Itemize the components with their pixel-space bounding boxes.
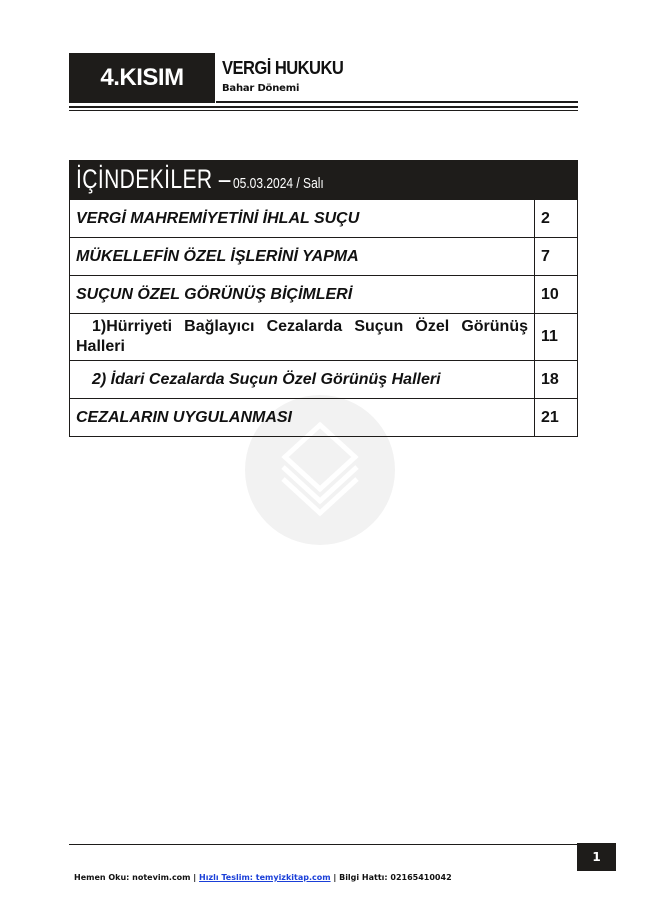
- toc-entry-page: 11: [535, 314, 578, 361]
- toc-entry-title[interactable]: SUÇUN ÖZEL GÖRÜNÜŞ BİÇİMLERİ: [70, 276, 535, 314]
- header-rule: [69, 106, 578, 108]
- footer-rule: [69, 844, 577, 845]
- toc-row[interactable]: [70, 361, 578, 399]
- toc-table: [69, 199, 578, 437]
- footer-separator: |: [330, 873, 340, 882]
- page-number-badge: [577, 843, 616, 871]
- section-label: 4.KISIM: [100, 64, 184, 91]
- toc-entry-page: 18: [535, 361, 578, 399]
- toc-heading: İÇİNDEKİLER –: [76, 164, 231, 194]
- header-rule: [216, 101, 578, 103]
- toc-entry-title[interactable]: 1)Hürriyeti Bağlayıcı Cezalarda Suçun Özel Görünüş Halleri: [70, 314, 535, 361]
- toc-entry-title[interactable]: CEZALARIN UYGULANMASI: [70, 399, 535, 437]
- toc-entry-page: 21: [535, 399, 578, 437]
- document-title: VERGİ HUKUKU: [222, 58, 344, 78]
- toc-header: [69, 160, 578, 199]
- footer-delivery-link[interactable]: Hızlı Teslim: temyizkitap.com: [199, 873, 331, 882]
- footer-hotline-label: Bilgi Hattı: 02165410042: [339, 873, 452, 882]
- toc-date: 05.03.2024 / Salı: [232, 175, 324, 192]
- toc-row[interactable]: [70, 238, 578, 276]
- table-of-contents: [69, 160, 578, 437]
- toc-entry-page: 2: [535, 200, 578, 238]
- toc-row[interactable]: [70, 276, 578, 314]
- toc-entry-page: 10: [535, 276, 578, 314]
- footer-read-label: Hemen Oku: notevim.com: [74, 873, 191, 882]
- footer-separator: |: [190, 873, 200, 882]
- section-badge: [69, 53, 215, 103]
- toc-row[interactable]: [70, 399, 578, 437]
- page-number: 1: [592, 850, 601, 864]
- toc-entry-title[interactable]: 2) İdari Cezalarda Suçun Özel Görünüş Halleri: [70, 361, 535, 399]
- header-rule: [69, 110, 578, 111]
- document-subtitle: Bahar Dönemi: [222, 83, 300, 94]
- toc-row[interactable]: [70, 314, 578, 361]
- toc-entry-page: 7: [535, 238, 578, 276]
- toc-entry-title[interactable]: MÜKELLEFİN ÖZEL İŞLERİNİ YAPMA: [70, 238, 535, 276]
- toc-entry-title[interactable]: VERGİ MAHREMİYETİNİ İHLAL SUÇU: [70, 200, 535, 238]
- footer: [74, 873, 452, 882]
- toc-row[interactable]: [70, 200, 578, 238]
